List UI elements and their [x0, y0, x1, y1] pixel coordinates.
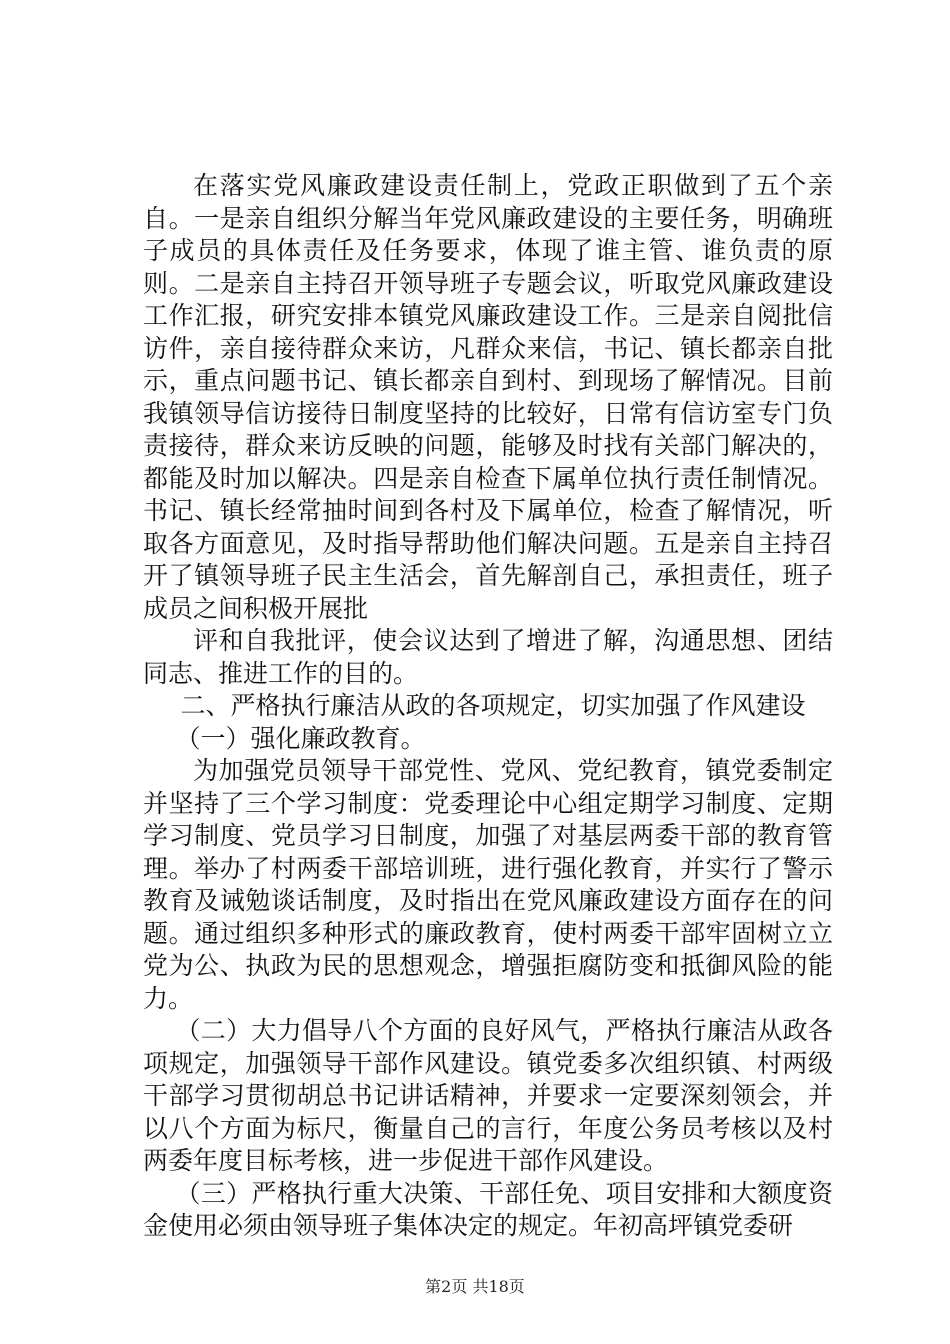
paragraph-responsibility-system: 在落实党风廉政建设责任制上，党政正职做到了五个亲自。一是亲自组织分解当年党风廉政建设的主要任务，明确班子成员的具体责任及任务要求，体现了谁主管、谁负责的原则。二是亲自主持召开领导班子专题会议，听取党风廉政建设工作汇报，研究安排本镇党风廉政建设工作。三是亲自阅批信访件，亲自接待群众来访，凡群众来信，书记、镇长都亲自批示，重点问题书记、镇长都亲自到村、到现场了解情况。目前我镇领导信访接待日制度坚持的比较好，日常有信访室专门负责接待，群众来访反映的问题，能够及时找有关部门解决的，都能及时加以解决。四是亲自检查下属单位执行责任制情况。书记、镇长经常抽时间到各村及下属单位，检查了解情况，听取各方面意见，及时指导帮助他们解决问题。五是亲自主持召开了镇领导班子民主生活会，首先解剖自己，承担责任，班子成员之间积极开展批	[143, 171, 833, 623]
page-number-footer: 第2页 共18页	[425, 1277, 525, 1296]
paragraph-self-criticism: 评和自我批评，使会议达到了增进了解，沟通思想、团结同志、推进工作的目的。	[143, 626, 833, 688]
subheading-one: （一）强化廉政教育。	[175, 723, 426, 753]
paragraph-collective-decisions: （三）严格执行重大决策、干部任免、项目安排和大额度资金使用必须由领导班子集体决定的规定。年初高坪镇党委研	[143, 1178, 833, 1240]
section-heading-two: 二、严格执行廉洁从政的各项规定，切实加强了作风建设	[180, 691, 806, 720]
document-body	[143, 170, 833, 1243]
paragraph-good-practices: （二）大力倡导八个方面的良好风气，严格执行廉洁从政各项规定，加强领导干部作风建设。镇党委多次组织镇、村两级干部学习贯彻胡总书记讲话精神，并要求一定要深刻领会，并以八个方面为标尺，衡量自己的言行，年度公务员考核以及村两委年度目标考核，进一步促进干部作风建设。	[143, 1016, 833, 1175]
paragraph-integrity-education: 为加强党员领导干部党性、党风、党纪教育，镇党委制定并坚持了三个学习制度：党委理论中心组定期学习制度、定期学习制度、党员学习日制度，加强了对基层两委干部的教育管理。举办了村两委干部培训班，进行强化教育，并实行了警示教育及诫勉谈话制度，及时指出在党风廉政建设方面存在的问题。通过组织多种形式的廉政教育，使村两委干部牢固树立立党为公、执政为民的思想观念，增强拒腐防变和抵御风险的能力。	[143, 756, 833, 1013]
